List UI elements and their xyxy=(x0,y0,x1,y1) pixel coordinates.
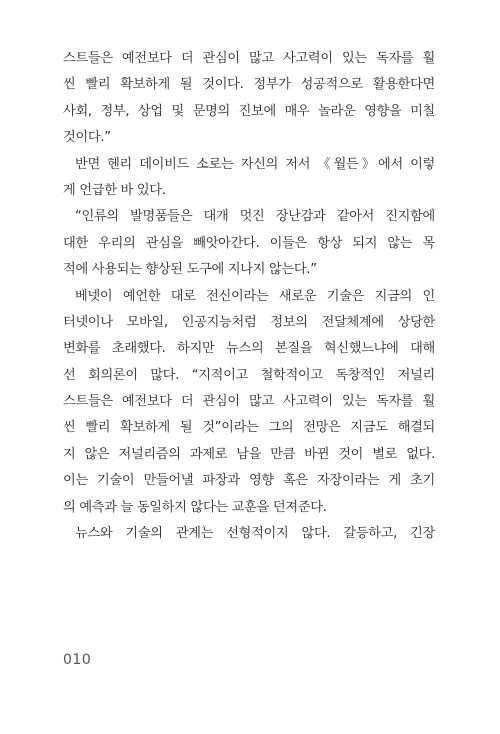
paragraph xyxy=(63,284,435,522)
text-line: 뉴스와 기술의 관계는 선형적이지 않다. 갈등하고, 긴장 xyxy=(75,526,435,542)
text-line: 터넷이나 모바일, 인공지능처럼 정보의 전달체계에 상당한 xyxy=(63,314,435,330)
text-line: 선 회의론이 많다. “지적이고 철학적이고 독창적인 저널리 xyxy=(63,367,435,383)
text-line: 씬 빨리 확보하게 될 것이다. 정부가 성공적으로 활용한다면 xyxy=(63,77,435,93)
text-line: 스트들은 예전보다 더 관심이 많고 사고력이 있는 독자를 훨 xyxy=(63,394,435,410)
paragraph xyxy=(63,521,435,547)
text-line: 반면 헨리 데이비드 소로는 자신의 저서 《월든》에서 이렇 xyxy=(75,156,435,172)
text-line: 이는 기술이 만들어낼 파장과 영향 혹은 자장이라는 게 초기 xyxy=(63,473,435,489)
text-line: 의 예측과 늘 동일하지 않다는 교훈을 던져준다. xyxy=(63,499,327,515)
text-line: 게 언급한 바 있다. xyxy=(63,182,166,198)
text-line: 변화를 초래했다. 하지만 뉴스의 본질을 혁신했느냐에 대해 xyxy=(63,341,435,357)
paragraph xyxy=(63,152,435,205)
text-line: 스트들은 예전보다 더 관심이 많고 사고력이 있는 독자를 훨 xyxy=(63,51,435,66)
paragraph xyxy=(63,204,435,283)
text-line: “인류의 발명품들은 대개 멋진 장난감과 같아서 진지함에 xyxy=(75,209,435,225)
text-line: 적에 사용되는 향상된 도구에 지나지 않는다.” xyxy=(63,262,317,278)
text-line: 지 않은 저널리즘의 과제로 남을 만큼 바뀐 것이 별로 없다. xyxy=(63,446,435,462)
body-text xyxy=(63,46,435,547)
text-line: 씬 빨리 확보하게 될 것”이라는 그의 전망은 지금도 해결되 xyxy=(63,420,435,436)
text-line: 대한 우리의 관심을 빼앗아간다. 이들은 항상 되지 않는 목 xyxy=(63,235,435,251)
text-line: 것이다.” xyxy=(63,130,111,146)
paragraph xyxy=(63,46,435,152)
text-line: 베넷이 예언한 대로 전신이라는 새로운 기술은 지금의 인 xyxy=(75,288,435,304)
text-line: 사회, 정부, 상업 및 문명의 진보에 매우 놀라운 영향을 미칠 xyxy=(63,103,435,119)
page-number: 010 xyxy=(63,652,92,668)
